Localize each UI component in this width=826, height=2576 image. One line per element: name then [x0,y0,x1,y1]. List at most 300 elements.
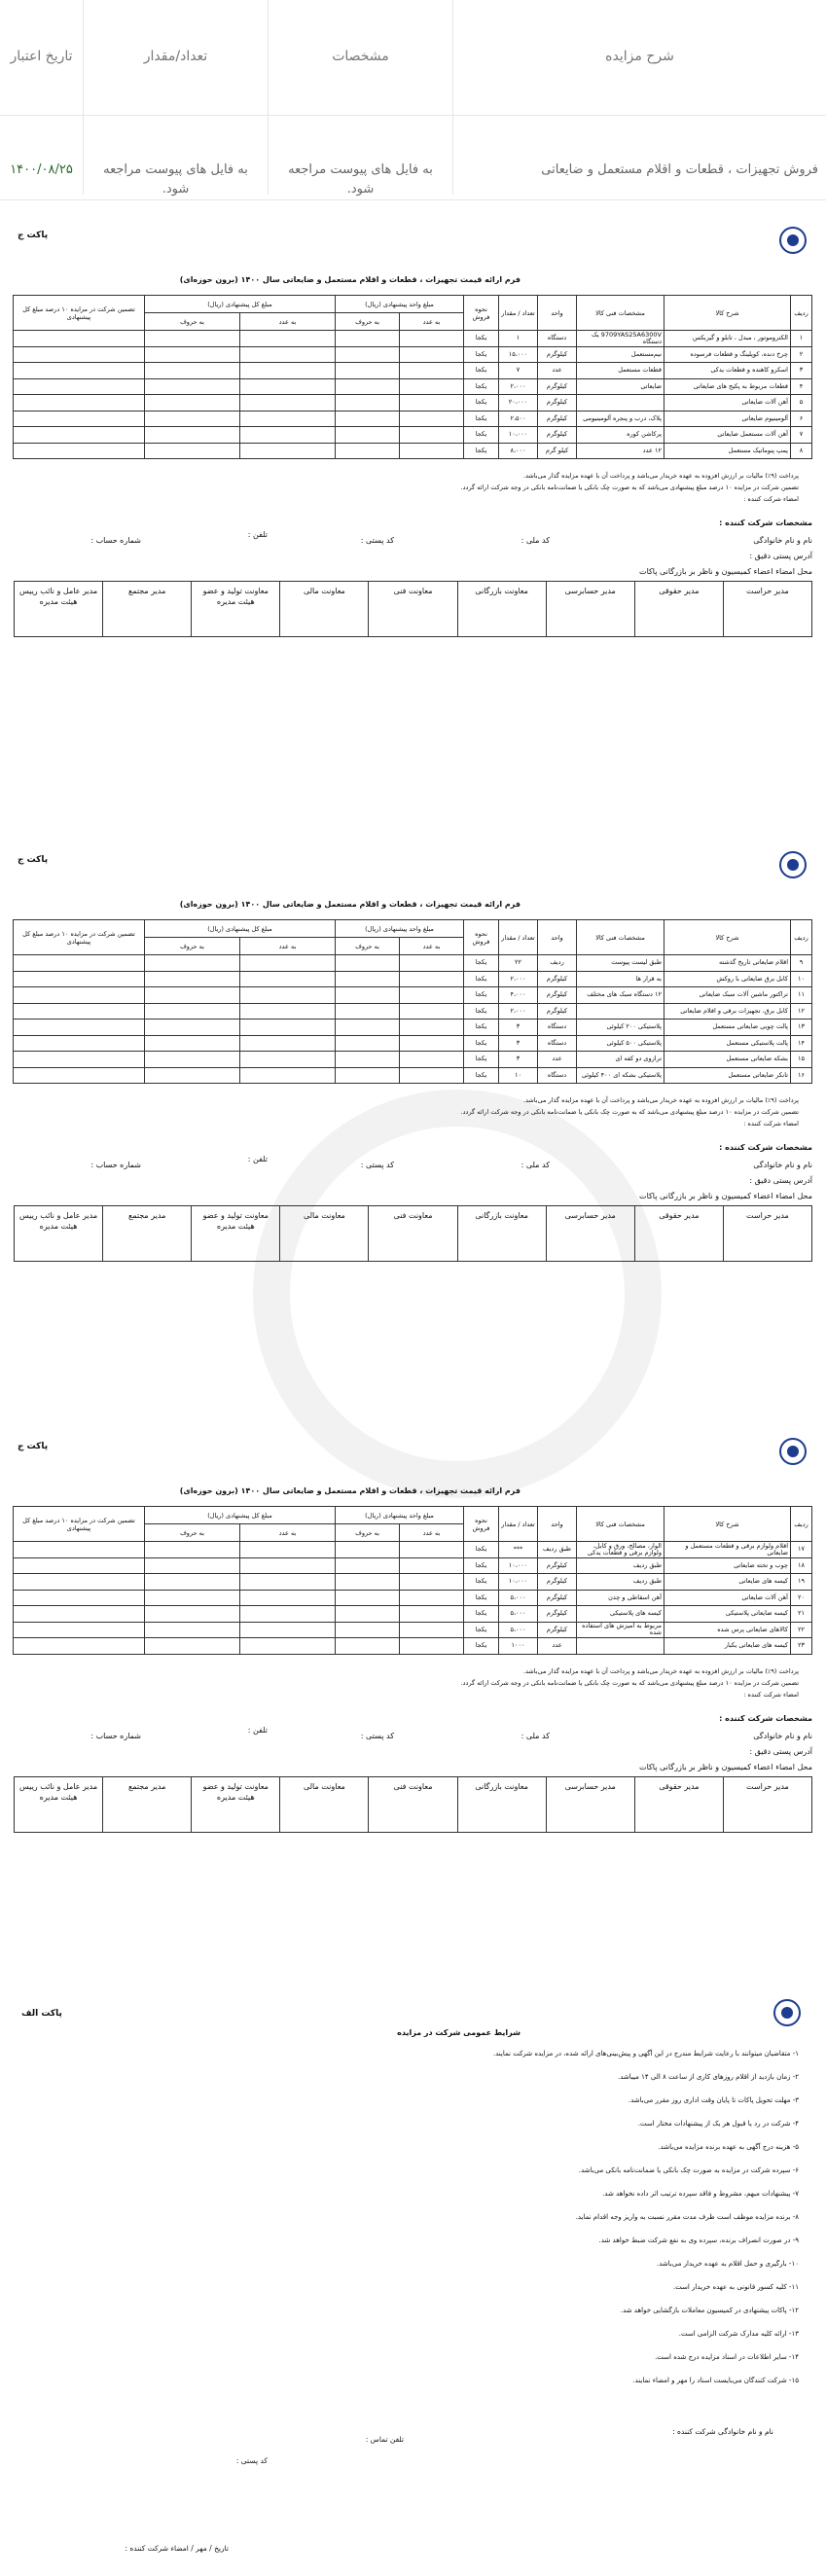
table-row [13,1557,811,1574]
price-input-cell[interactable] [400,1067,464,1084]
signature-cell[interactable]: معاونت فنی [369,1206,457,1262]
table-row [13,1035,811,1052]
commission-label: محل امضاء اعضاء کمیسیون و ناظر بر بازرگانی پاکات [639,1192,812,1200]
col-header: ردیف [791,1507,812,1542]
specs-value: به فایل های پیوست مراجعه شود. [288,162,433,197]
price-input-cell[interactable] [400,1003,464,1020]
sub-header: به حروف [144,313,239,331]
cell: تراکتور ماشین آلات سبک ضایعاتی [664,987,791,1004]
cell: مربوط به آمیزش های استفاده شده [577,1622,664,1638]
table-row [13,331,811,347]
cell: ۱۴ [791,1035,812,1052]
price-input-cell[interactable] [336,1542,400,1558]
company-logo-icon [779,851,807,878]
table-row [13,971,811,987]
price-input-cell[interactable] [400,411,464,427]
signature-cell[interactable]: مدیر حسابرسی [546,582,634,637]
price-input-cell[interactable] [144,1052,239,1068]
col-header-guarantee: تضمین شرکت در مزایده ۱۰ درصد مبلغ کل پیشنهادی [13,920,144,955]
price-input-cell[interactable] [13,378,144,395]
col-header: نحوه فروش [464,920,499,955]
cell: یکجا [464,411,499,427]
col-header: شرح کالا [664,920,791,955]
price-input-cell[interactable] [240,1606,336,1623]
col-header: تعداد / مقدار [499,920,538,955]
price-input-cell[interactable] [240,955,336,972]
price-input-cell[interactable] [336,1020,400,1036]
cell: اقلام ولوازم برقی و قطعات مستعمل و ضایعاتی [664,1542,791,1558]
price-input-cell[interactable] [13,971,144,987]
account-label: شماره حساب : [90,536,141,545]
col-description [452,0,826,195]
cell: کیلوگرم [538,1590,577,1606]
price-input-cell[interactable] [336,427,400,444]
commission-label: محل امضاء اعضاء کمیسیون و ناظر بر بازرگانی پاکات [639,1762,812,1771]
price-input-cell[interactable] [144,1067,239,1084]
price-input-cell[interactable] [400,395,464,411]
col-header-guarantee: تضمین شرکت در مزایده ۱۰ درصد مبلغ کل پیشنهادی [13,1507,144,1542]
price-input-cell[interactable] [13,1606,144,1623]
cell: ۱۰ [791,971,812,987]
cell: طبق لیست پیوست [577,955,664,972]
signature-cell[interactable]: مدیر حقوقی [634,1206,723,1262]
header-specs: مشخصات [332,49,389,64]
company-specs-label: مشخصات شرکت کننده : [719,1713,812,1723]
condition-line: ۱۲- پاکات پیشنهادی در کمیسیون معاملات بازگشایی خواهد شد. [620,2307,799,2314]
price-table [13,919,812,1084]
cell: آهن آلات مستعمل ضایعاتی [664,427,791,444]
cell: یکجا [464,1052,499,1068]
price-input-cell[interactable] [144,378,239,395]
price-input-cell[interactable] [400,1638,464,1655]
price-input-cell[interactable] [240,987,336,1004]
price-input-cell[interactable] [336,378,400,395]
price-input-cell[interactable] [144,427,239,444]
table-row [13,1020,811,1036]
cell: طبق ردیف [577,1574,664,1591]
packet-label: پاکت ج [18,855,49,865]
cell: پلاستیکی ۲۰۰ کیلوئی [577,1020,664,1036]
signature-cell[interactable]: معاونت مالی [280,1776,369,1832]
form-title: فرم ارائه قیمت تجهیزات ، قطعات و اقلام مستعمل و ضایعاتی سال ۱۴۰۰ (برون حوزه‌ای) [179,900,521,909]
signature-cell[interactable]: معاونت مالی [280,1206,369,1262]
price-input-cell[interactable] [144,363,239,379]
price-input-cell[interactable] [400,1574,464,1591]
price-input-cell[interactable] [240,1003,336,1020]
commission-label: محل امضاء اعضاء کمیسیون و ناظر بر بازرگانی پاکات [639,567,812,576]
cell: بشکه ضایعاتی مستعمل [664,1052,791,1068]
postal-label: کد پستی : [235,2456,268,2465]
name-label: نام و نام خانوادگی [753,1731,812,1740]
signature-cell[interactable]: مدیر عامل و نائب رییس هیئت مدیره [15,1206,103,1262]
price-input-cell[interactable] [240,427,336,444]
cell: کیلوگرم [538,1606,577,1623]
price-input-cell[interactable] [144,987,239,1004]
table-row [13,443,811,459]
cell: دستگاه [538,1067,577,1084]
cell: یکجا [464,1067,499,1084]
price-input-cell[interactable] [13,1590,144,1606]
cell: ۸،۰۰۰ [499,443,538,459]
cell: ۱۳ [791,1020,812,1036]
cell: پلاستیکی ۵۰۰ کیلوئی [577,1035,664,1052]
cell: ضایعاتی [577,378,664,395]
commission-signature-table [14,581,812,637]
company-specs-label: مشخصات شرکت کننده : [719,1143,812,1152]
price-input-cell[interactable] [13,1622,144,1638]
price-input-cell[interactable] [13,411,144,427]
condition-line: ۱- متقاضیان میتوانند با رعایت شرایط مندرج در این آگهی و پیش‌بینی‌های ارائه شده، در مزایده شرکت نمایند. [492,2050,799,2057]
guarantee-note: تضمین شرکت در مزایده ۱۰ درصد مبلغ پیشنهادی می‌باشد که به صورت چک بانکی یا ضمانت‌نامه بانکی در وجه شرکت ارائه گردد. [460,483,799,491]
price-input-cell[interactable] [400,363,464,379]
price-input-cell[interactable] [144,1590,239,1606]
price-input-cell[interactable] [336,331,400,347]
price-input-cell[interactable] [400,987,464,1004]
price-input-cell[interactable] [144,331,239,347]
price-input-cell[interactable] [144,411,239,427]
price-input-cell[interactable] [336,1003,400,1020]
price-input-cell[interactable] [336,346,400,363]
conditions-title: شرایط عمومی شرکت در مزایده [397,2028,521,2037]
sub-header: به حروف [336,313,400,331]
price-input-cell[interactable] [240,395,336,411]
price-input-cell[interactable] [336,955,400,972]
price-input-cell[interactable] [13,1003,144,1020]
cell: یکجا [464,1035,499,1052]
address-label: آدرس پستی دقیق : [749,1176,812,1185]
condition-line: ۱۳- ارائه کلیه مدارک شرکت الزامی است. [678,2330,799,2338]
price-table [13,1506,812,1655]
price-input-cell[interactable] [13,955,144,972]
price-input-cell[interactable] [400,443,464,459]
packet-label: پاکت ج [18,231,49,240]
cell: ۲۱ [791,1606,812,1623]
price-form-1 [14,227,812,771]
price-input-cell[interactable] [144,1622,239,1638]
condition-line: ۱۱- کلیه کسور قانونی به عهده خریدار است. [672,2283,799,2291]
price-input-cell[interactable] [13,1557,144,1574]
price-input-cell[interactable] [336,411,400,427]
price-input-cell[interactable] [336,971,400,987]
signature-cell[interactable]: معاونت فنی [369,1776,457,1832]
price-input-cell[interactable] [13,1067,144,1084]
cell: یکجا [464,1557,499,1574]
table-row [13,1052,811,1068]
signature-cell[interactable]: مدیر حقوقی [634,1776,723,1832]
phone-label: تلفن : [247,1155,268,1163]
price-input-cell[interactable] [400,1590,464,1606]
header-bottom-divider [0,199,826,200]
cell: یکجا [464,378,499,395]
cell: یکجا [464,1574,499,1591]
signature-cell[interactable]: معاونت تولید و عضو هیئت مدیره [192,1776,280,1832]
signature-cell[interactable]: مدیر عامل و نائب رییس هیئت مدیره [15,1776,103,1832]
signature-cell[interactable]: معاونت فنی [369,582,457,637]
table-row [13,378,811,395]
price-input-cell[interactable] [400,955,464,972]
condition-line: ۴- شرکت در رد یا قبول هر یک از پیشنهادات مختار است. [637,2120,799,2128]
table-row [13,1590,811,1606]
price-input-cell[interactable] [144,1003,239,1020]
price-input-cell[interactable] [13,1574,144,1591]
signature-cell[interactable]: مدیر مجتمع [103,1776,192,1832]
signature-cell[interactable]: معاونت مالی [280,582,369,637]
price-input-cell[interactable] [240,443,336,459]
price-input-cell[interactable] [13,363,144,379]
price-input-cell[interactable] [144,346,239,363]
price-input-cell[interactable] [336,1035,400,1052]
price-input-cell[interactable] [144,1606,239,1623]
cell: کیلوگرم [538,987,577,1004]
price-input-cell[interactable] [240,411,336,427]
cell: کالاهای ضایعاتی پرس شده [664,1622,791,1638]
price-input-cell[interactable] [240,1542,336,1558]
price-input-cell[interactable] [144,971,239,987]
price-input-cell[interactable] [400,378,464,395]
price-input-cell[interactable] [336,1067,400,1084]
cell: ۳ [499,1052,538,1068]
cell: کیسه های ضایعاتی [664,1574,791,1591]
cell: یکجا [464,1020,499,1036]
signature-cell[interactable]: معاونت بازرگانی [457,582,546,637]
price-input-cell[interactable] [144,1020,239,1036]
general-conditions-sheet [14,1999,812,2563]
condition-line: ۸- برنده مزایده موظف است ظرف مدت مقرر نسبت به واریز وجه اقدام نماید. [575,2213,799,2221]
header-description: شرح مزایده [605,49,674,64]
cell: کیلوگرم [538,411,577,427]
price-input-cell[interactable] [336,1590,400,1606]
cell: ۴،۰۰۰ [499,987,538,1004]
signature-cell[interactable]: مدیر حسابرسی [546,1206,634,1262]
commission-signature-table [14,1776,812,1833]
col-header-total-price: مبلغ کل پیشنهادی (ریال) [144,920,335,938]
cell: ۱۲ عدد [577,443,664,459]
signature-cell[interactable]: معاونت تولید و عضو هیئت مدیره [192,582,280,637]
sub-header: به عدد [400,1524,464,1542]
cell: ۸ [791,443,812,459]
col-header: نحوه فروش [464,1507,499,1542]
price-input-cell[interactable] [240,1020,336,1036]
signature-cell[interactable]: مدیر عامل و نائب رییس هیئت مدیره [15,582,103,637]
price-input-cell[interactable] [400,1557,464,1574]
price-input-cell[interactable] [400,1606,464,1623]
form-title: فرم ارائه قیمت تجهیزات ، قطعات و اقلام مستعمل و ضایعاتی سال ۱۴۰۰ (برون حوزه‌ای) [179,275,521,284]
price-input-cell[interactable] [240,1574,336,1591]
price-input-cell[interactable] [144,1035,239,1052]
cell: یکجا [464,346,499,363]
col-header: واحد [538,920,577,955]
cell: آهن اسقاطی و چدن [577,1590,664,1606]
price-input-cell[interactable] [13,331,144,347]
price-input-cell[interactable] [144,1557,239,1574]
packet-label: پاکت ج [18,1442,49,1451]
price-input-cell[interactable] [336,1052,400,1068]
price-input-cell[interactable] [400,1622,464,1638]
col-header: نحوه فروش [464,296,499,331]
price-input-cell[interactable] [144,1542,239,1558]
cell: ۳ [791,363,812,379]
header-quantity: تعداد/مقدار [143,49,208,64]
vat-note: پرداخت (۹٪) مالیات بر ارزش افزوده به عهده خریدار می‌باشد و پرداخت آن با عهده مزایده گذار می‌باشد. [522,1096,799,1104]
cell [577,395,664,411]
col-header: مشخصات فنی کالا [577,1507,664,1542]
signature-cell[interactable]: مدیر حراست [723,582,811,637]
cell: ۵،۰۰۰ [499,1606,538,1623]
table-row [13,1606,811,1623]
cell: ۲،۰۰۰ [499,971,538,987]
cell: پمپ پنوماتیک مستعمل [664,443,791,459]
signature-cell[interactable]: معاونت بازرگانی [457,1206,546,1262]
guarantee-note: تضمین شرکت در مزایده ۱۰ درصد مبلغ پیشنهادی می‌باشد که به صورت چک بانکی یا ضمانت‌نامه بانکی در وجه شرکت ارائه گردد. [460,1678,799,1687]
price-input-cell[interactable] [240,1638,336,1655]
cell: ۱۰ [499,1067,538,1084]
price-input-cell[interactable] [144,443,239,459]
price-input-cell[interactable] [13,1638,144,1655]
price-input-cell[interactable] [240,378,336,395]
price-input-cell[interactable] [240,1035,336,1052]
price-input-cell[interactable] [336,1638,400,1655]
price-input-cell[interactable] [240,346,336,363]
cell: کیلوگرم [538,427,577,444]
price-input-cell[interactable] [13,1035,144,1052]
price-input-cell[interactable] [400,971,464,987]
price-input-cell[interactable] [336,395,400,411]
cell: یکجا [464,331,499,347]
guarantee-note: تضمین شرکت در مزایده ۱۰ درصد مبلغ پیشنهادی می‌باشد که به صورت چک بانکی یا ضمانت‌نامه بانکی در وجه شرکت ارائه گردد. [460,1108,799,1116]
price-input-cell[interactable] [336,987,400,1004]
price-input-cell[interactable] [13,1542,144,1558]
postal-code-label: کد پستی : [360,536,394,545]
col-header-unit-price: مبلغ واحد پیشنهادی (ریال) [336,920,464,938]
cell: پالت پلاستیکی مستعمل [664,1035,791,1052]
signature-cell[interactable]: مدیر حقوقی [634,582,723,637]
price-input-cell[interactable] [240,363,336,379]
cell: *** [499,1542,538,1558]
price-input-cell[interactable] [400,346,464,363]
col-header: ردیف [791,296,812,331]
cell: آهن آلات ضایعاتی [664,1590,791,1606]
phone-label: تلفن تماس : [365,2435,404,2444]
signature-cell[interactable]: مدیر مجتمع [103,582,192,637]
col-header-total-price: مبلغ کل پیشنهادی (ریال) [144,1507,335,1524]
price-input-cell[interactable] [400,1035,464,1052]
price-input-cell[interactable] [336,1574,400,1591]
cell: ۳ [499,1035,538,1052]
price-input-cell[interactable] [336,1622,400,1638]
price-input-cell[interactable] [400,1052,464,1068]
condition-line: ۵- هزینه درج آگهی به عهده برنده مزایده می‌باشد. [658,2143,799,2151]
date-sign-label: تاریخ / مهر / امضاء شرکت کننده : [125,2544,229,2553]
cell: قطعات مستعمل [577,363,664,379]
price-input-cell[interactable] [400,1542,464,1558]
price-input-cell[interactable] [144,395,239,411]
price-input-cell[interactable] [13,1020,144,1036]
price-input-cell[interactable] [13,1052,144,1068]
price-input-cell[interactable] [240,1052,336,1068]
price-input-cell[interactable] [336,1606,400,1623]
cell: یکجا [464,395,499,411]
col-header: شرح کالا [664,296,791,331]
price-input-cell[interactable] [13,443,144,459]
cell: ۱۵ [791,1052,812,1068]
company-logo-icon [779,227,807,254]
price-input-cell[interactable] [400,427,464,444]
cell: ۲۲ [499,955,538,972]
cell: آلومینیوم ضایعاتی [664,411,791,427]
col-expiry [0,0,83,195]
signature-cell[interactable]: مدیر حراست [723,1776,811,1832]
cell: پلاک، درب و پنجره آلومینیومی [577,411,664,427]
signature-cell[interactable]: معاونت بازرگانی [457,1776,546,1832]
table-row [13,427,811,444]
cell: پالت چوبی ضایعاتی مستعمل [664,1020,791,1036]
cell: یکجا [464,1606,499,1623]
col-header: واحد [538,1507,577,1542]
price-input-cell[interactable] [336,1557,400,1574]
col-header: مشخصات فنی کالا [577,296,664,331]
price-input-cell[interactable] [240,971,336,987]
price-input-cell[interactable] [144,1638,239,1655]
price-input-cell[interactable] [400,331,464,347]
price-input-cell[interactable] [13,427,144,444]
price-input-cell[interactable] [336,363,400,379]
price-input-cell[interactable] [144,1574,239,1591]
table-row [13,1622,811,1638]
condition-line: ۱۴- سایر اطلاعات در اسناد مزایده درج شده است. [655,2353,799,2361]
cell: یکجا [464,427,499,444]
signature-cell[interactable]: مدیر حسابرسی [546,1776,634,1832]
signature-cell[interactable]: مدیر مجتمع [103,1206,192,1262]
table-row [13,955,811,972]
price-input-cell[interactable] [240,1590,336,1606]
signer-name-label: نام و نام خانوادگی شرکت کننده : [672,2427,773,2436]
cell: ۹ [791,955,812,972]
cell: یکجا [464,955,499,972]
cell: قطعات مربوط به پکیج های ضایعاتی [664,378,791,395]
price-table [13,295,812,459]
price-input-cell[interactable] [144,955,239,972]
price-form-2 [14,851,812,1396]
col-header: مشخصات فنی کالا [577,920,664,955]
cell: کیلوگرم [538,1574,577,1591]
price-input-cell[interactable] [240,1067,336,1084]
price-input-cell[interactable] [240,331,336,347]
cell: کیلوگرم [538,378,577,395]
cell: ۲،۰۰۰ [499,1003,538,1020]
cell: اقلام ضایعاتی تاریخ گذشته [664,955,791,972]
price-input-cell[interactable] [240,1557,336,1574]
cell: ۱۵،۰۰۰ [499,346,538,363]
price-input-cell[interactable] [13,395,144,411]
cell: ۱۰،۰۰۰ [499,427,538,444]
price-input-cell[interactable] [400,1020,464,1036]
cell: طبق ردیف [577,1557,664,1574]
price-form-3 [14,1438,812,1983]
price-input-cell[interactable] [336,443,400,459]
cell: ۲۳ [791,1638,812,1655]
table-row [13,1574,811,1591]
price-input-cell[interactable] [13,346,144,363]
signature-cell[interactable]: مدیر حراست [723,1206,811,1262]
cell: ۱۲ [791,1003,812,1020]
address-label: آدرس پستی دقیق : [749,1746,812,1756]
cell: ترازوی دو کفه ای [577,1052,664,1068]
price-input-cell[interactable] [13,987,144,1004]
table-row [13,395,811,411]
sub-header: به عدد [240,938,336,955]
signature-cell[interactable]: معاونت تولید و عضو هیئت مدیره [192,1206,280,1262]
price-input-cell[interactable] [240,1622,336,1638]
